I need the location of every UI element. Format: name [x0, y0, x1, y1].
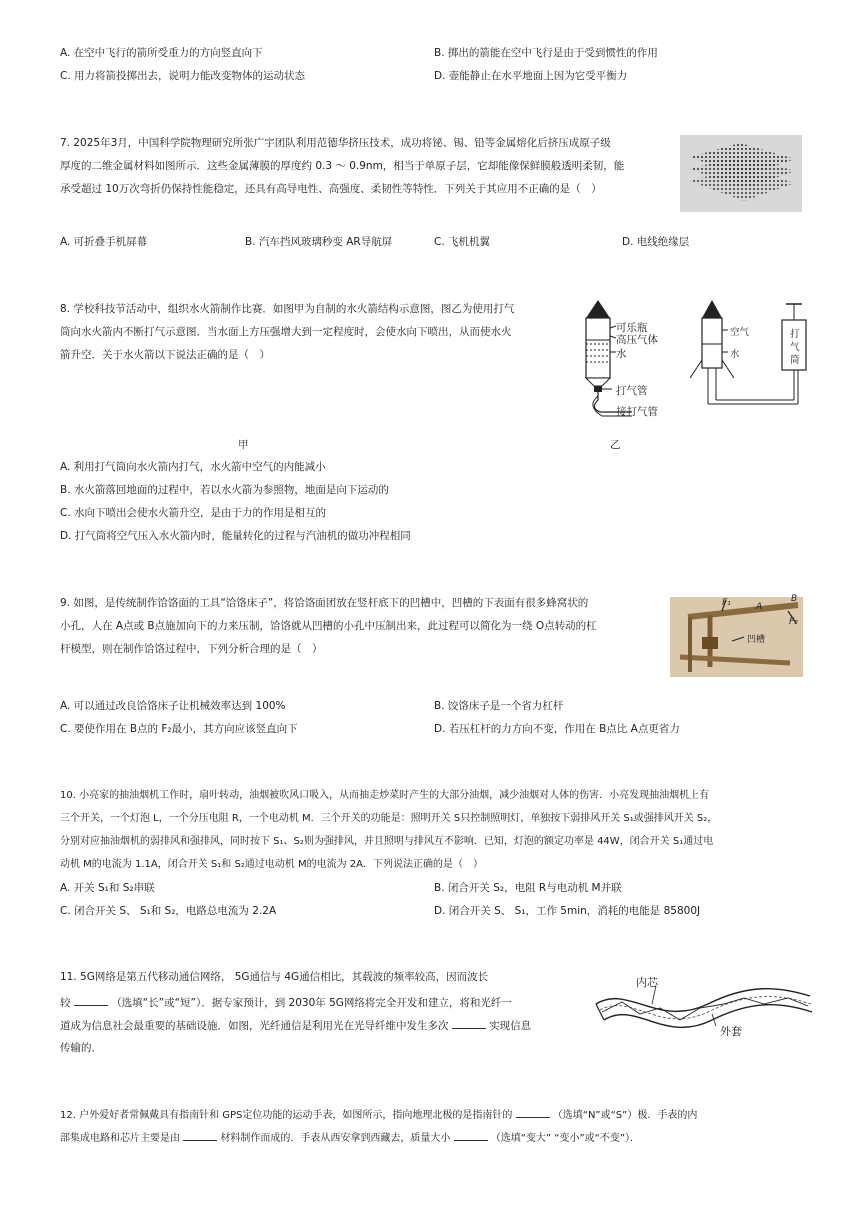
q10-option-d: D. 闭合开关 S、 S₁，工作 5min，消耗的电能是 85800J	[434, 905, 701, 917]
q8-stem-line-2: 筒向水火箭内不断打气示意图．当水面上方压强增大到一定程度时，会使水向下喷出，从而使水火	[60, 326, 512, 338]
q12-blank-material[interactable]	[183, 1130, 217, 1141]
q9-option-b: B. 饺饹床子是一个省力杠杆	[434, 700, 564, 712]
q9-label-f1: F₁	[722, 598, 731, 608]
q8-stem-line-3: 箭升空．关于水火箭以下说法正确的是（ ）	[60, 349, 270, 361]
q8-option-d: D. 打气筒将空气压入水火箭内时，能量转化的过程与汽油机的做功冲程相同	[60, 530, 411, 542]
q11-stem-line-1: 11. 5G网络是第五代移动通信网络， 5G通信与 4G通信相比，其载波的频率较高，因而波长	[60, 971, 489, 983]
q11-stem-line-4: 传输的．	[60, 1042, 102, 1054]
q8-yi-label-air: 空气	[730, 327, 750, 338]
q9-option-d: D. 若压杠杆的力方向不变，作用在 B点比 A点更省力	[434, 723, 680, 735]
q11-figure-optical-fiber	[588, 964, 818, 1040]
q8-label-water: 水	[616, 348, 627, 360]
q9-option-c: C. 要使作用在 B点的 F₂最小，其方向应该竖直向下	[60, 723, 298, 735]
q12-line2-end: （选填“变大” “变小”或“不变”）．	[490, 1133, 641, 1144]
q12-line1-start: 12. 户外爱好者常佩戴具有指南针和 GPS定位功能的运动手表，如图所示，指向地理北极的是指南针的	[60, 1110, 513, 1121]
q6-option-b: B. 掷出的箭能在空中飞行是由于受到惯性的作用	[434, 47, 658, 59]
q10-stem-line-4: 动机 M的电流为 1.1A，闭合开关 S₁和 S₂通过电动机 M的电流为 2A．下列说法正确的是（ ）	[60, 859, 483, 870]
q8-label-bottle: 可乐瓶	[616, 322, 648, 334]
q7-stem-line-1: 7. 2025年3月，中国科学院物理研究所张广宇团队利用范德华挤压技术，成功将铋、锡、铅等金属熔化后挤压成原子级	[60, 137, 611, 149]
q7-option-a: A. 可折叠手机屏幕	[60, 236, 148, 248]
q6-option-a: A. 在空中飞行的箭所受重力的方向竖直向下	[60, 47, 263, 59]
q11-label-cladding: 外套	[720, 1025, 742, 1038]
q11-blank-reflection[interactable]	[452, 1018, 486, 1029]
q11-stem-line-3	[60, 1018, 531, 1033]
q8-yi-label-pump-3: 筒	[790, 355, 800, 366]
q11-label-core: 内芯	[636, 976, 658, 989]
q7-option-d: D. 电线绝缘层	[622, 236, 690, 248]
q10-stem-line-3: 分别对应抽油烟机的弱排风和强排风，同时按下 S₁、S₂则为强排风，并且照明与排风互不影响．已知，灯泡的额定功率是 44W，闭合开关 S₁通过电	[60, 836, 714, 847]
q8-label-connect-tube: 接打气管	[616, 406, 658, 418]
q12-line2-mid: 材料制作而成的．手表从西安拿到西藏去，质量大小	[220, 1133, 451, 1144]
q8-option-b: B. 水火箭落回地面的过程中，若以水火箭为参照物，地面是向下运动的	[60, 484, 389, 496]
q9-label-a: A	[756, 602, 763, 612]
q7-stem-line-2: 厚度的二维金属材料如图所示．这些金属薄膜的厚度约 0.3 ～ 0.9nm，相当于单原子层，它却能像保鲜膜般透明柔韧，能	[60, 160, 625, 172]
q8-option-a: A. 利用打气筒向水火箭内打气，水火箭中空气的内能减小	[60, 461, 326, 473]
q10-stem-line-2: 三个开关，一个灯泡 L，一个分压电阻 R，一个电动机 M．三个开关的功能是：照明开关 S只控制照明灯，单独按下弱排风开关 S₁或强排风开关 S₂，	[60, 813, 718, 824]
q8-option-c: C. 水向下喷出会使水火箭升空，是由于力的作用是相互的	[60, 507, 327, 519]
q12-stem-line-1	[60, 1107, 697, 1123]
q8-yi-label-pump-1: 打	[790, 329, 800, 340]
q11-stem-line-2	[60, 995, 512, 1010]
q8-stem-line-1: 8. 学校科技节活动中，组织水火箭制作比赛．如图甲为自制的水火箭结构示意图，图乙为使用打气	[60, 303, 515, 315]
q11-line3-end: 实现信息	[489, 1020, 532, 1032]
q9-stem-line-1: 9. 如图，是传统制作饸饹面的工具“饸饹床子”，将饸饹面团放在竖杆底下的凹槽中，凹槽的下表面有很多蜂窝状的	[60, 597, 589, 609]
q11-blank-wavelength[interactable]	[74, 995, 108, 1006]
q6-option-c: C. 用力将箭投掷出去，说明力能改变物体的运动状态	[60, 70, 306, 82]
q8-caption-yi: 乙	[610, 439, 621, 451]
q7-option-c: C. 飞机机翼	[434, 236, 491, 248]
q10-stem-line-1: 10. 小亮家的抽油烟机工作时，扇叶转动，油烟被吹风口吸入，从而抽走炒菜时产生的大部分油烟，减少油烟对人体的伤害．小亮发现抽油烟机上有	[60, 790, 710, 801]
q8-yi-label-water: 水	[730, 349, 740, 360]
q6-option-d: D. 壶能静止在水平地面上因为它受平衡力	[434, 70, 628, 82]
q11-line3-start: 道成为信息社会最重要的基础设施．如图，光纤通信是利用光在光导纤维中发生多次	[60, 1020, 449, 1032]
q10-option-c: C. 闭合开关 S、 S₁和 S₂，电路总电流为 2.2A	[60, 905, 277, 917]
q9-label-f2: F₂	[789, 617, 798, 627]
q9-label-b: B	[791, 594, 798, 604]
q8-label-gas: 高压气体	[616, 334, 658, 346]
q9-stem-line-2: 小孔，人在 A点或 B点施加向下的力来压制，饸饹就从凹槽的小孔中压制出来，此过程可以简化为一绕 O点转动的杠	[60, 620, 597, 632]
q9-option-a: A. 可以通过改良饸饹床子让机械效率达到 100%	[60, 700, 286, 712]
q9-figure-helao-press	[670, 597, 803, 677]
q12-blank-mass[interactable]	[454, 1130, 488, 1141]
q9-stem-line-3: 杆模型，则在制作饸饹过程中，下列分析合理的是（ ）	[60, 643, 323, 655]
q10-option-b: B. 闭合开关 S₂，电阻 R与电动机 M并联	[434, 882, 622, 894]
q8-label-tube: 打气管	[616, 385, 648, 397]
q8-yi-label-pump-2: 气	[790, 342, 800, 353]
q7-stem-line-3: 承受超过 10万次弯折仍保持性能稳定，还具有高导电性、高强度、柔韧性等特性．下列关于其应用不正确的是（ ）	[60, 183, 602, 195]
q7-figure-2d-metal-lattice	[680, 135, 802, 212]
q12-line1-end: （选填“N”或“S”）极．手表的内	[552, 1110, 698, 1121]
q11-line2-end: （选填“长”或“短”）．据专家预计，到 2030年 5G网络将完全开发和建立，将和光纤一	[111, 997, 512, 1009]
q8-caption-jia: 甲	[238, 439, 249, 451]
q7-option-b: B. 汽车挡风玻璃秒变 AR导航屏	[245, 236, 393, 248]
lattice-image	[680, 135, 802, 212]
q9-label-groove: 凹槽	[747, 635, 766, 645]
q12-stem-line-2	[60, 1130, 640, 1146]
q12-blank-pole[interactable]	[516, 1107, 550, 1118]
q11-line2-start: 较	[60, 997, 71, 1009]
q10-option-a: A. 开关 S₁和 S₂串联	[60, 882, 155, 894]
q12-line2-start: 部集成电路和芯片主要是由	[60, 1133, 180, 1144]
